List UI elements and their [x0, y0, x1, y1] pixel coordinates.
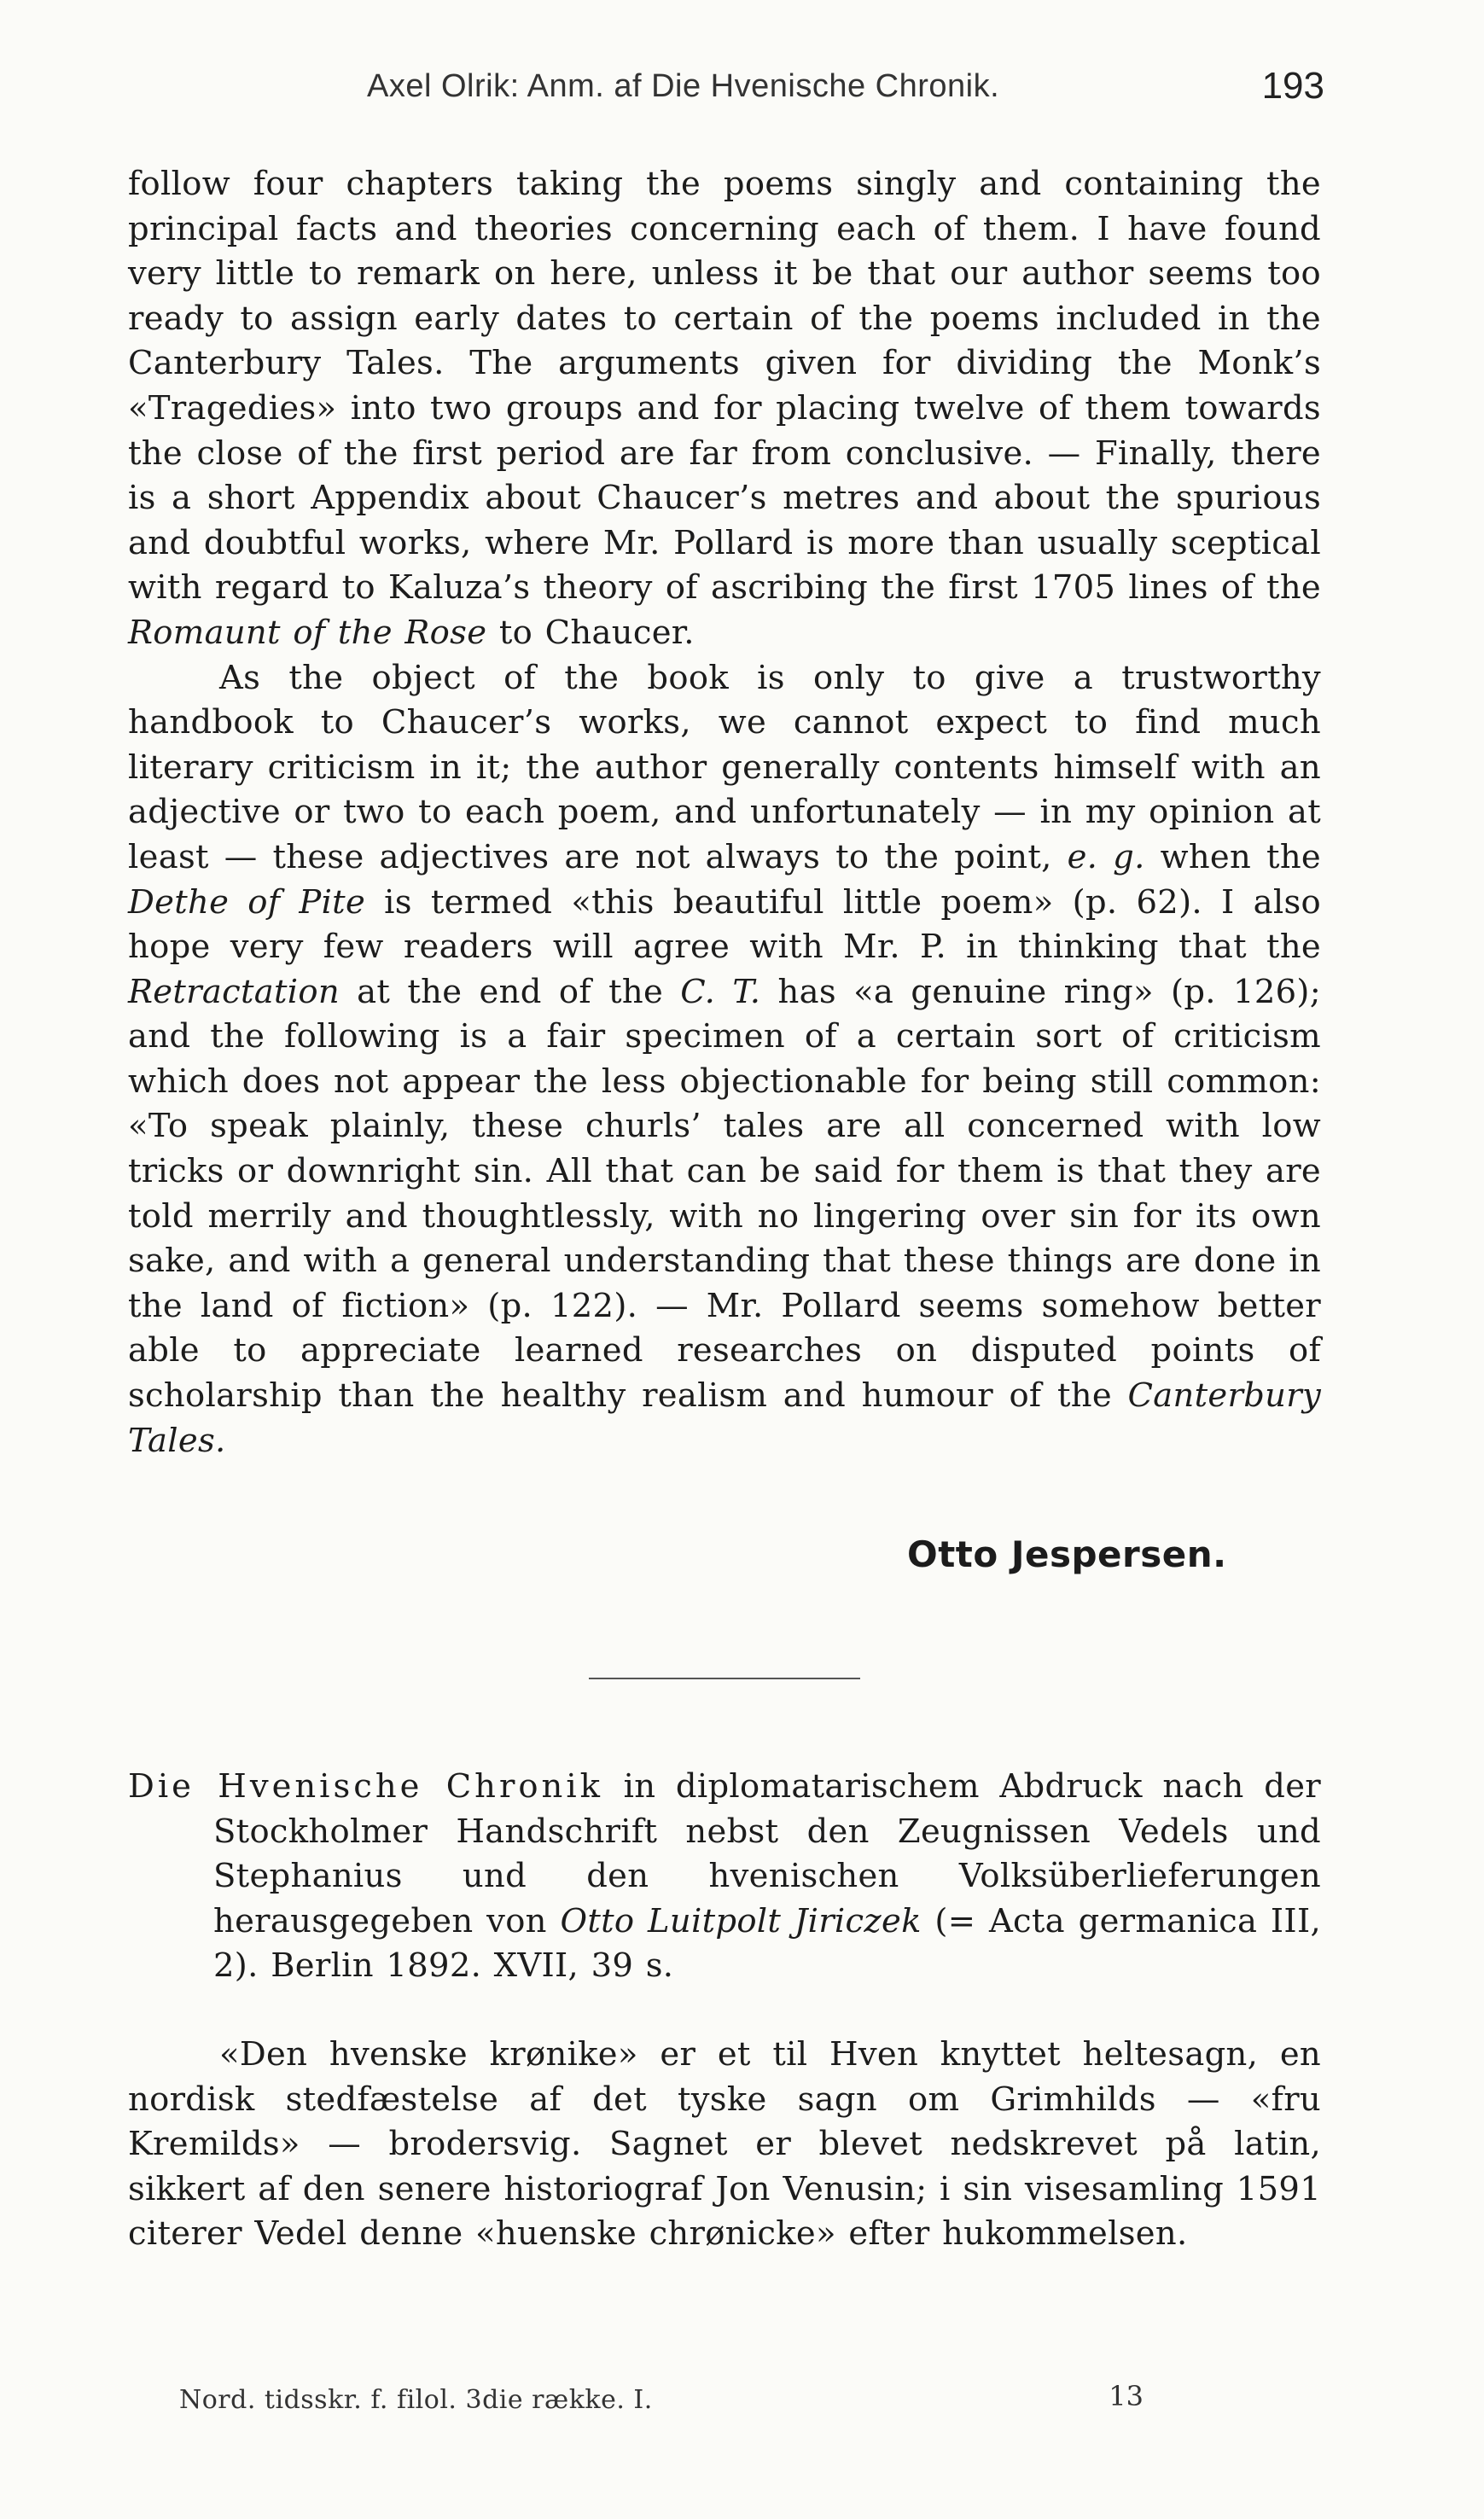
paragraph: [128, 656, 1321, 1464]
poem-title: Dethe of Pite: [128, 882, 366, 922]
abbreviation: e. g.: [1067, 837, 1145, 876]
text-run: has «a genuine ring» (p. 126); and the following is a fair specimen of a certain sort of criticism which does not appear the less objectionable for being still common: «To speak plainly, these churls’ tales are all concerned with low tricks or downright sin. All that can be said for them is that they are told merrily and thoughtlessly, with no lingering over sin for its own sake, and with a general understanding that these things are done in the land of fiction» (p. 122). — Mr. Pollard seems somehow better able to appreciate learned researches on disputed points of scholarship than the healthy realism and humour of the: [128, 972, 1322, 1416]
page-number: 193: [1261, 65, 1324, 107]
text-run: follow four chapters taking the poems singly and containing the principal facts and theories concerning each of them. I have found very little to remark on here, unless it be that our author seems too ready to assign early dates to certain of the poems included in the Canterbury Tales. The arguments given for dividing the Monk’s «Tragedies» into two groups and for placing twelve of them towards the close of the first period are far from conclusive. — Finally, there is a short Appendix about Chaucer’s metres and about the spurious and doubtful works, where Mr. Pollard is more than usually sceptical with regard to Kaluza’s theory of ascribing the first 1705 lines of the: [128, 165, 1321, 608]
journal-note: Nord. tidsskr. f. filol. 3die række. I.: [179, 2385, 653, 2415]
entry-title: Die Hvenische Chronik: [128, 1767, 603, 1806]
paragraph: «Den hvenske krønike» er et til Hven knyttet heltesagn, en nordisk stedfæstelse af det tyske sagn om Grimhilds — «fru Kremilds» — brodersvig. Sagnet er blevet nedskrevet på latin, sikkert af den senere historiograf Jon Venusin; i sin visesamling 1591 citerer Vedel denne «huenske chrønicke» efter hukommelsen.: [128, 2035, 1321, 2254]
book-title: Canterbury Tales.: [128, 1376, 1321, 1460]
running-title: Axel Olrik: Anm. af Die Hvenische Chronik.: [367, 68, 1000, 104]
reviewer-signature: Otto Jespersen.: [907, 1533, 1227, 1575]
text-run: when the: [1144, 837, 1322, 876]
section-divider: [589, 1678, 860, 1679]
text-run: to Chaucer.: [486, 613, 695, 652]
bibliographic-entry: [128, 1765, 1321, 1989]
text-run: is termed «this beautiful little poem» (p. 62). I also hope very few readers will agree with Mr. P. in thinking that the: [128, 882, 1321, 967]
abbreviation: C. T.: [680, 972, 761, 1011]
signature-mark: 13: [1109, 2380, 1144, 2412]
review-jespersen: [128, 162, 1321, 1463]
text-run: at the end of the: [339, 972, 681, 1011]
review-olrik: [128, 2033, 1321, 2257]
paragraph: [128, 162, 1321, 656]
editor-name: Otto Luitpolt Jiriczek: [560, 1901, 922, 1940]
text-run: in diplomatarischem Abdruck nach der Stockholmer Handschrift nebst den Zeugnissen Vedels und Stephanius und den hvenischen Volksüberlieferungen herausgegeben von: [213, 1767, 1321, 1940]
page-header: [128, 65, 1324, 119]
page-footer: [179, 2380, 1144, 2419]
text-run: (= Acta germanica III, 2). Berlin 1892. XVII, 39 s.: [213, 1901, 1321, 1986]
poem-title: Retractation: [128, 972, 340, 1011]
text-run: As the object of the book is only to give a trustworthy handbook to Chaucer’s works, we cannot expect to find much literary criticism in it; the author generally contents himself with an adjective or two to each poem, and unfortunately — in my opinion at least — these adjectives are not always to the point,: [128, 658, 1321, 876]
book-title: Romaunt of the Rose: [128, 613, 487, 652]
entry-text: [128, 1765, 1321, 1989]
